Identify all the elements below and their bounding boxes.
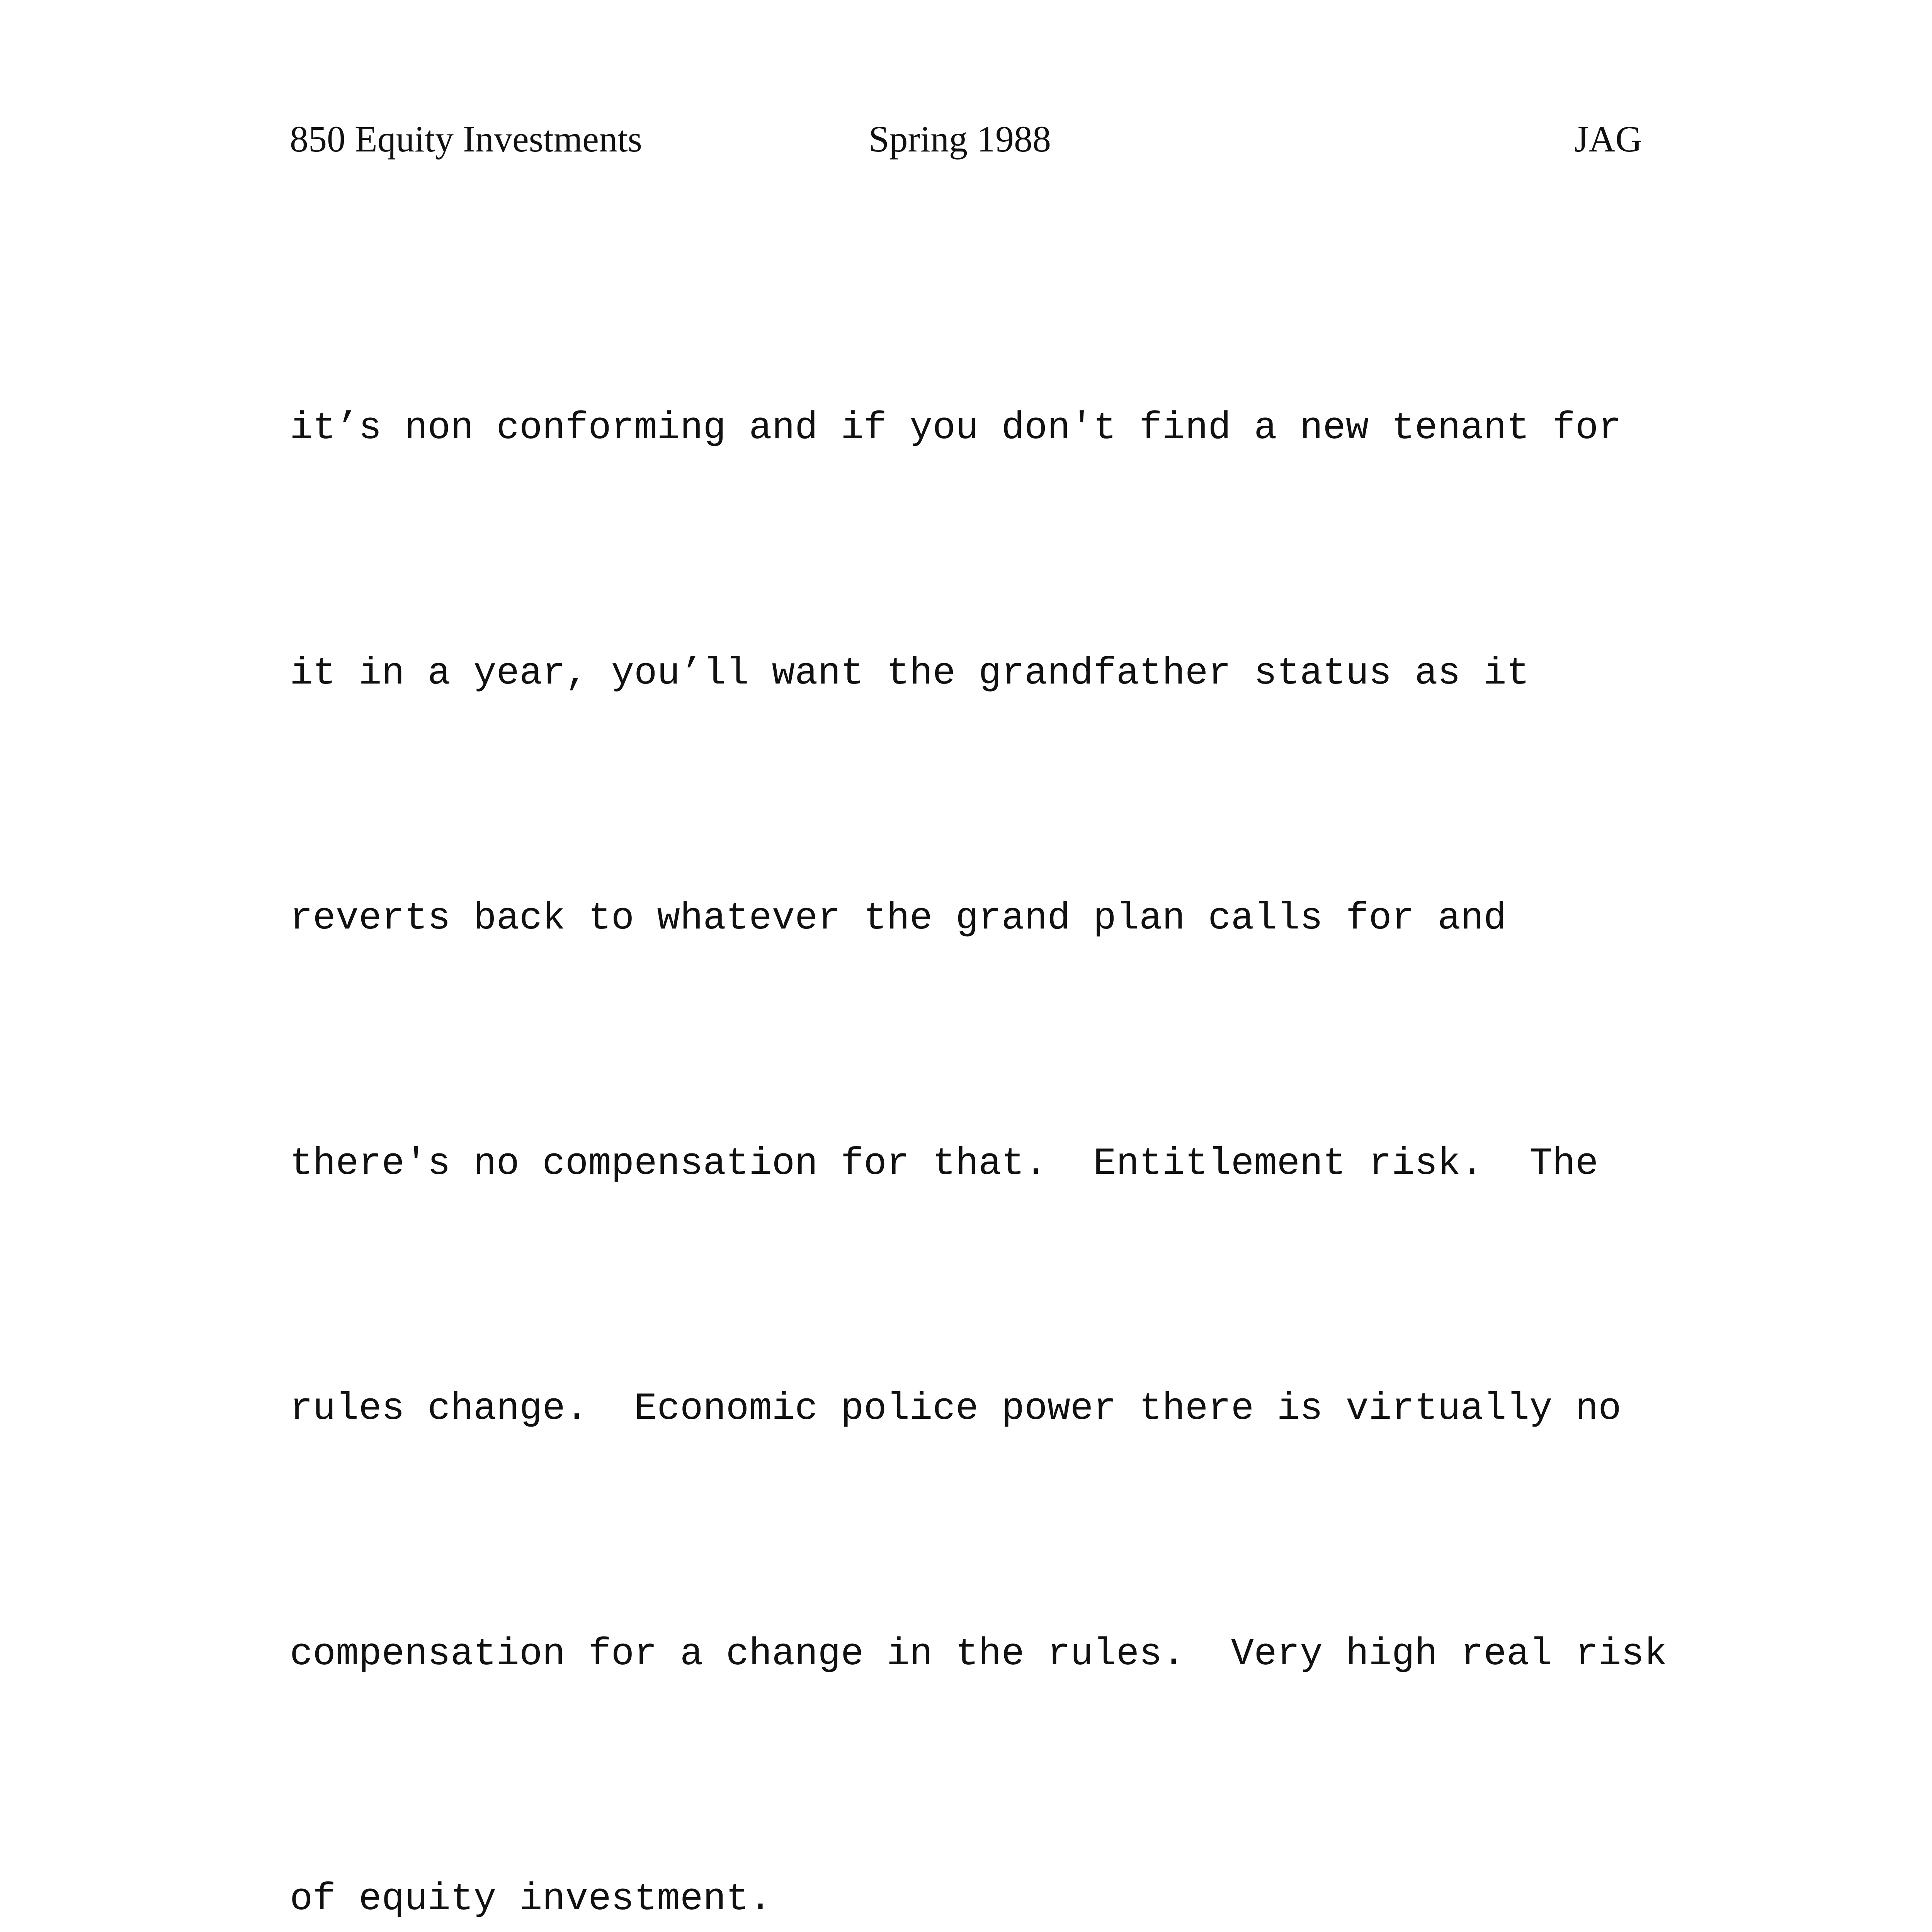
- header-initials: JAG: [1574, 118, 1642, 160]
- transcript-body: [290, 224, 1681, 1932]
- header-course-title: 850 Equity Investments: [290, 118, 642, 160]
- page-header: [290, 116, 1642, 162]
- text-line: of equity investment.: [290, 1878, 772, 1921]
- text-line: reverts back to whatever the grand plan calls for and: [290, 897, 1507, 940]
- text-line: it’s non conforming and if you don't find a new tenant for: [290, 406, 1621, 450]
- text-line: there's no compensation for that. Entitlement risk. The: [290, 1142, 1599, 1185]
- text-line: rules change. Economic police power there is virtually no: [290, 1387, 1621, 1430]
- header-term: Spring 1988: [869, 118, 1051, 160]
- text-line: it in a year, you’ll want the grandfather status as it: [290, 651, 1530, 695]
- text-line: compensation for a change in the rules. Very high real risk: [290, 1632, 1667, 1676]
